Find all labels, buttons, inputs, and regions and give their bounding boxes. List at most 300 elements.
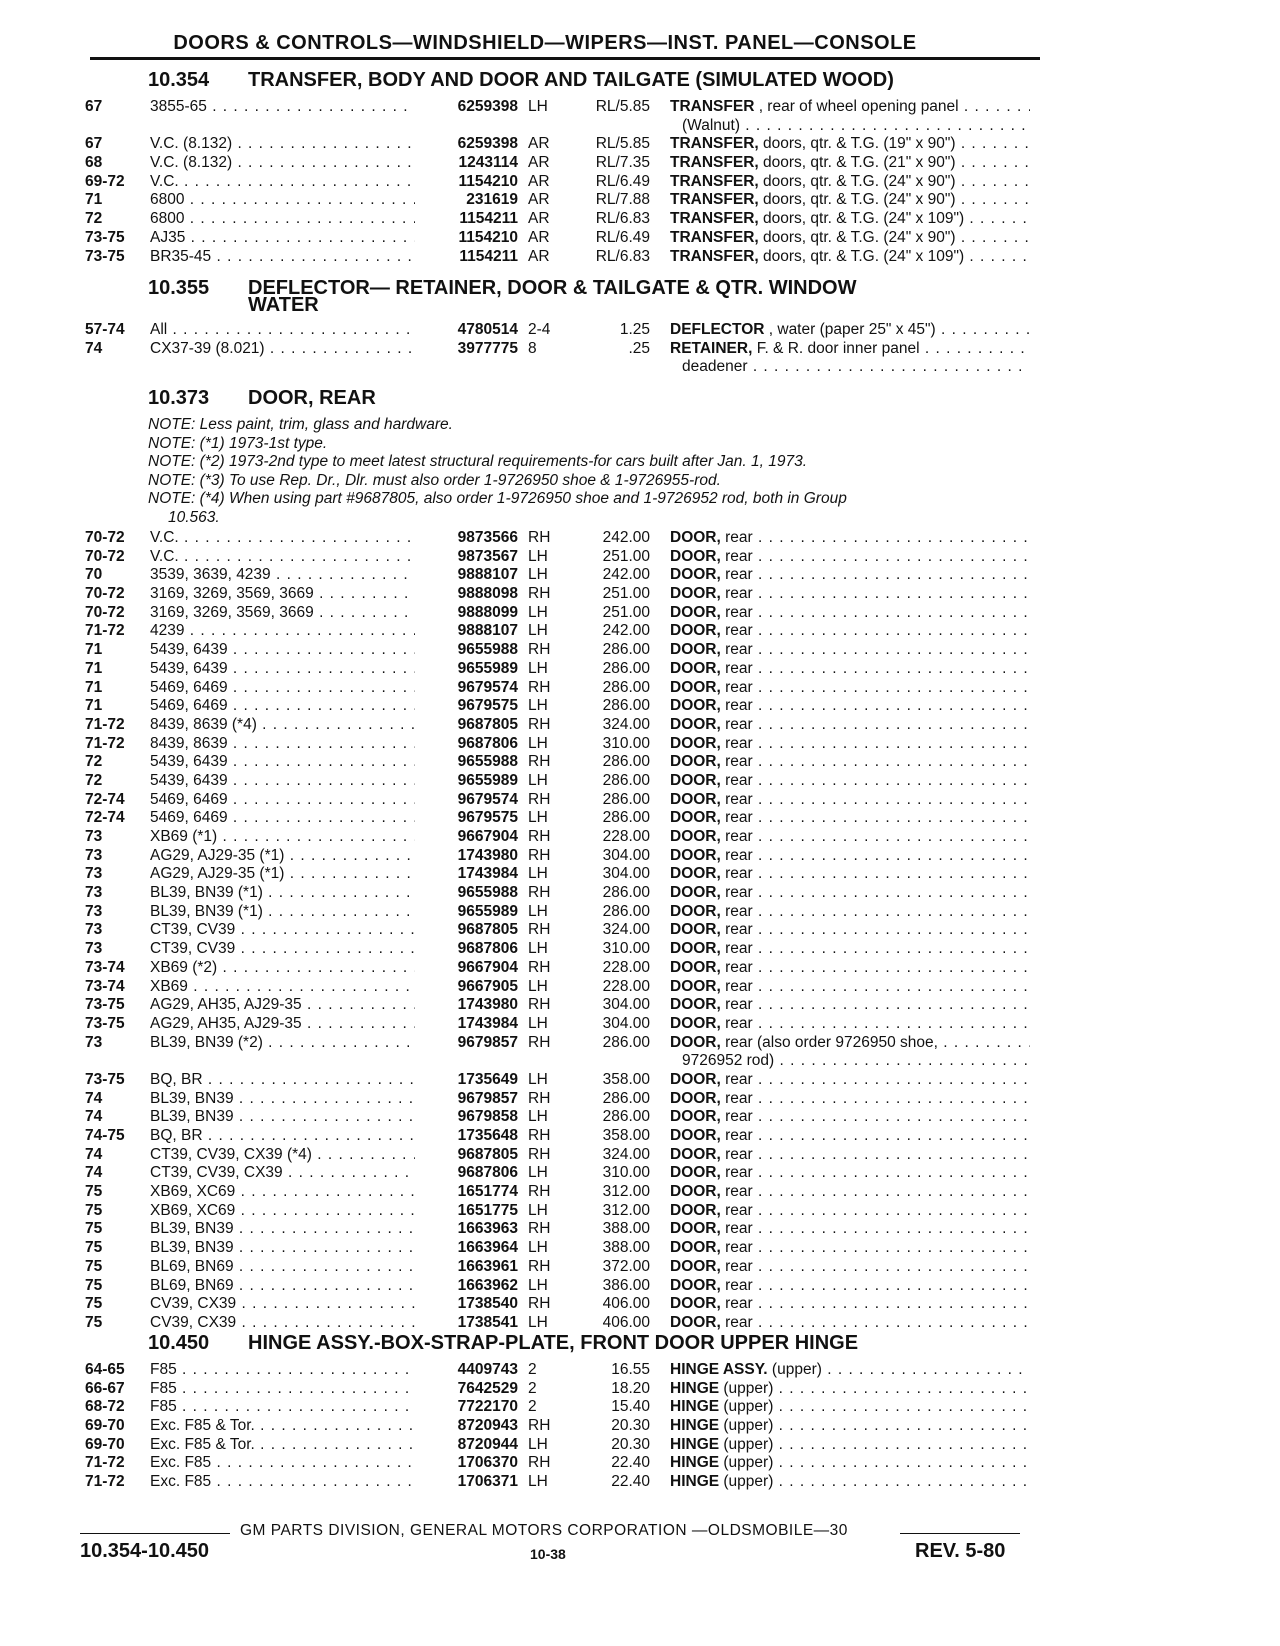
application-cell: 5439, 6439 . . . (150, 772, 415, 791)
application-cell: 5469, 6469 . . . (150, 697, 415, 716)
year-cell: 70 (85, 566, 103, 584)
application-cell: CT39, CV39, CX39 (*4) . . . (150, 1146, 415, 1165)
section-title: DEFLECTOR— RETAINER, DOOR & TAILGATE & QTR. WINDOW (248, 277, 857, 299)
description-cell (670, 1361, 1030, 1380)
description-detail: rear (720, 865, 753, 883)
side-quantity-cell: AR (528, 191, 550, 209)
year-cell: 74 (85, 1089, 103, 1107)
note: NOTE: (*4) When using part #9687805, also order 1-9726950 shoe and 1-9726952 rod, both in Group (148, 490, 847, 507)
part-number-cell: 1154210 (458, 172, 518, 190)
table-row (0, 191, 1280, 210)
side-quantity-cell: LH (528, 1435, 548, 1453)
application-cell: CT39, CV39 . . . (150, 940, 415, 959)
price-cell: 358.00 (602, 1127, 650, 1145)
price-cell: 16.55 (611, 1361, 650, 1378)
description-cell (670, 679, 1030, 698)
side-quantity-cell: LH (528, 566, 548, 584)
description-detail: rear (720, 1295, 753, 1313)
description-cell (670, 641, 1030, 660)
part-number-cell: 9888099 (457, 603, 518, 621)
year-cell: 68-72 (85, 1398, 125, 1416)
table-row (0, 1164, 1280, 1183)
description-keyword: DOOR, (670, 846, 721, 864)
side-quantity-cell: LH (528, 865, 548, 883)
section-number: 10.373 (148, 387, 210, 409)
footer-page-number: 10-38 (530, 1546, 566, 1562)
part-number-cell: 9687806 (457, 1164, 518, 1182)
description-detail: rear (720, 1257, 753, 1275)
table-row (0, 585, 1280, 604)
section-heading (148, 277, 857, 316)
price-cell: 22.40 (611, 1473, 650, 1491)
description-detail: doors, qtr. & T.G. (24" x 109") (758, 210, 965, 228)
parts-table (0, 321, 1280, 377)
description-detail: rear (720, 547, 753, 565)
description-detail: rear (720, 659, 753, 677)
description-keyword: DOOR, (670, 697, 721, 715)
application-cell: V.C. . . . (150, 548, 415, 567)
table-row (0, 1277, 1280, 1296)
description-cell (670, 1220, 1030, 1239)
side-quantity-cell: LH (528, 622, 548, 640)
description-detail: rear (720, 697, 753, 715)
year-cell: 73 (85, 846, 103, 864)
description-keyword: DOOR, (670, 884, 721, 902)
part-number-cell: 1663964 (457, 1239, 518, 1257)
description-keyword: TRANSFER, (670, 247, 759, 265)
application-cell: V.C. (8.132) . . . (150, 135, 415, 154)
year-cell: 67 (85, 135, 103, 153)
price-cell: 228.00 (602, 958, 650, 976)
part-number-cell: 3977775 (457, 339, 518, 357)
year-cell: 74 (85, 1164, 103, 1182)
description-keyword: DOOR, (670, 1295, 721, 1313)
table-row (0, 1380, 1280, 1399)
side-quantity-cell: LH (528, 940, 548, 958)
side-quantity-cell: RH (528, 529, 551, 546)
section-title: HINGE ASSY.-BOX-STRAP-PLATE, FRONT DOOR UPPER HINGE (248, 1332, 859, 1354)
description-detail: rear (720, 958, 753, 976)
part-number-cell: 6259398 (457, 98, 518, 115)
application-cell: CV39, CX39 . . . (150, 1314, 415, 1333)
table-row (0, 753, 1280, 772)
price-cell: 286.00 (602, 884, 650, 902)
description-detail: doors, qtr. & T.G. (24" x 90") (758, 172, 956, 190)
side-quantity-cell: 2 (528, 1379, 537, 1397)
application-cell: F85 . . . (150, 1380, 415, 1399)
description-keyword: DOOR, (670, 977, 721, 995)
year-cell: 71 (85, 678, 103, 696)
section-title: DOOR, REAR (248, 387, 376, 409)
side-quantity-cell: LH (528, 1276, 548, 1294)
side-quantity-cell: LH (528, 977, 548, 995)
side-quantity-cell: LH (528, 1164, 548, 1182)
description-keyword: DOOR, (670, 865, 721, 883)
side-quantity-cell: LH (528, 809, 548, 827)
side-quantity-cell: RH (528, 996, 551, 1014)
description-keyword: DOOR, (670, 547, 721, 565)
description-detail: rear (720, 641, 753, 659)
footer-rule-left (80, 1533, 230, 1534)
price-cell: RL/6.83 (595, 210, 650, 228)
side-quantity-cell: RH (528, 715, 551, 733)
year-cell: 69-70 (85, 1435, 125, 1453)
description-detail: rear (720, 1220, 753, 1238)
year-cell: 70-72 (85, 529, 125, 546)
description-cell (670, 940, 1030, 959)
year-cell: 75 (85, 1239, 103, 1257)
side-quantity-cell: AR (528, 247, 550, 265)
year-cell: 67 (85, 98, 103, 115)
year-cell: 64-65 (85, 1361, 125, 1378)
table-row (0, 622, 1280, 641)
table-row (0, 566, 1280, 585)
application-cell: AG29, AJ29-35 (*1) . . . (150, 847, 415, 866)
table-row (0, 1015, 1280, 1034)
description-cell (670, 735, 1030, 754)
description-detail: rear (720, 603, 753, 621)
table-row (0, 1417, 1280, 1436)
description-detail: rear (720, 529, 753, 546)
year-cell: 74-75 (85, 1127, 125, 1145)
price-cell: 286.00 (602, 753, 650, 771)
description-cell (670, 154, 1030, 173)
description-detail: rear (720, 1239, 753, 1257)
footer-rule-right (900, 1533, 1020, 1534)
description-keyword: DOOR, (670, 1127, 721, 1145)
side-quantity-cell: LH (528, 734, 548, 752)
part-number-cell: 9667904 (457, 828, 518, 845)
description-keyword: DOOR, (670, 771, 721, 789)
part-number-cell: 1154210 (458, 228, 518, 246)
description-cell (670, 1090, 1030, 1109)
description-cell (670, 1473, 1030, 1492)
part-number-cell: 1743984 (457, 1014, 518, 1032)
application-cell: 3855-65 . . . (150, 98, 415, 117)
footer-text: GM PARTS DIVISION, GENERAL MOTORS CORPORATION —OLDSMOBILE—30 (240, 1522, 848, 1539)
parts-table (0, 529, 1280, 1333)
price-cell: 310.00 (602, 734, 650, 752)
part-number-cell: 9655989 (457, 902, 518, 920)
description-cell (670, 772, 1030, 791)
side-quantity-cell: LH (528, 1239, 548, 1257)
description-detail: rear (720, 1089, 753, 1107)
description-cell (670, 791, 1030, 810)
application-cell: BL39, BN39 . . . (150, 1220, 415, 1239)
description-cell (670, 321, 1030, 340)
year-cell: 72 (85, 771, 103, 789)
description-keyword: DOOR, (670, 809, 721, 827)
description-cell (670, 191, 1030, 210)
description-detail: rear (720, 753, 753, 771)
year-cell: 72-74 (85, 809, 125, 827)
year-cell: 66-67 (85, 1379, 125, 1397)
part-number-cell: 9873567 (457, 547, 518, 565)
description-cell (670, 1314, 1030, 1333)
application-cell: 5469, 6469 . . . (150, 791, 415, 810)
price-cell: 286.00 (602, 697, 650, 715)
application-cell: F85 . . . (150, 1361, 415, 1380)
side-quantity-cell: RH (528, 678, 551, 696)
note: NOTE: (*2) 1973-2nd type to meet latest structural requirements-for cars built after Jan. 1, 1973. (148, 453, 808, 470)
description-detail: rear (720, 1070, 753, 1088)
year-cell: 73-75 (85, 1014, 125, 1032)
application-cell: 6800 . . . (150, 210, 415, 229)
table-row (0, 1454, 1280, 1473)
side-quantity-cell: RH (528, 1145, 551, 1163)
price-cell: .25 (628, 339, 650, 357)
application-cell: BL39, BN39 . . . (150, 1090, 415, 1109)
description-cell (670, 921, 1030, 940)
section-title-continued: WATER (248, 294, 319, 316)
table-row (0, 809, 1280, 828)
part-number-cell: 1706371 (457, 1473, 518, 1491)
application-cell: 5439, 6439 . . . (150, 660, 415, 679)
price-cell: 372.00 (602, 1257, 650, 1275)
description-keyword: HINGE (670, 1417, 720, 1435)
part-number-cell: 1743984 (457, 865, 518, 883)
note: NOTE: (*1) 1973-1st type. (148, 434, 328, 452)
description-keyword: DOOR, (670, 566, 721, 584)
part-number-cell: 1743980 (457, 846, 518, 864)
price-cell: RL/5.85 (595, 135, 650, 153)
year-cell: 73-75 (85, 247, 125, 265)
price-cell: 22.40 (611, 1454, 650, 1472)
application-cell: 8439, 8639 . . . (150, 735, 415, 754)
year-cell: 75 (85, 1313, 103, 1331)
description-detail: rear (720, 1164, 753, 1182)
description-cell (670, 210, 1030, 229)
side-quantity-cell: 2 (528, 1361, 537, 1378)
part-number-cell: 1735649 (457, 1070, 518, 1088)
description-keyword: DOOR, (670, 1164, 721, 1182)
description-cell (670, 1417, 1030, 1436)
application-cell: BL39, BN39 . . . (150, 1108, 415, 1127)
part-number-cell: 9679574 (457, 678, 518, 696)
application-cell: AG29, AJ29-35 (*1) . . . (150, 865, 415, 884)
description-keyword: DOOR, (670, 1145, 721, 1163)
table-row (0, 248, 1280, 267)
year-cell: 71 (85, 659, 103, 677)
description-detail: rear (720, 715, 753, 733)
part-number-cell: 9679574 (457, 790, 518, 808)
part-number-cell: 8720943 (457, 1417, 518, 1435)
table-row (0, 229, 1280, 248)
year-cell: 71-72 (85, 715, 125, 733)
table-row (0, 1034, 1280, 1071)
price-cell: 324.00 (602, 1145, 650, 1163)
price-cell: 312.00 (602, 1201, 650, 1219)
description-keyword: DOOR, (670, 622, 721, 640)
price-cell: 286.00 (602, 1089, 650, 1107)
description-cell (670, 996, 1030, 1015)
description-detail: rear (720, 809, 753, 827)
side-quantity-cell: RH (528, 585, 551, 603)
description-keyword: HINGE (670, 1473, 720, 1491)
part-number-cell: 9687805 (457, 921, 518, 939)
application-cell: Exc. F85 . . . (150, 1473, 415, 1492)
description-keyword: DOOR, (670, 753, 721, 771)
table-row (0, 996, 1280, 1015)
application-cell: 3169, 3269, 3569, 3669 . . . (150, 604, 415, 623)
year-cell: 73 (85, 1033, 103, 1051)
table-row (0, 978, 1280, 997)
part-number-cell: 1735648 (457, 1127, 518, 1145)
year-cell: 70-72 (85, 547, 125, 565)
part-number-cell: 231619 (466, 191, 518, 209)
application-cell: F85 . . . (150, 1398, 415, 1417)
price-cell: 286.00 (602, 809, 650, 827)
application-cell: BL69, BN69 . . . (150, 1258, 415, 1277)
description-keyword: TRANSFER (670, 98, 755, 115)
description-keyword: DOOR, (670, 1257, 721, 1275)
price-cell: RL/7.35 (595, 154, 650, 172)
description-cell (670, 1146, 1030, 1165)
part-number-cell: 7642529 (457, 1379, 518, 1397)
side-quantity-cell: RH (528, 1089, 551, 1107)
description-detail: rear (720, 734, 753, 752)
description-detail: rear (720, 566, 753, 584)
year-cell: 71 (85, 697, 103, 715)
part-number-cell: 1651774 (457, 1183, 518, 1201)
application-cell: XB69, XC69 . . . (150, 1183, 415, 1202)
price-cell: 20.30 (611, 1417, 650, 1435)
application-cell: BL39, BN39 (*1) . . . (150, 903, 415, 922)
part-number-cell: 9679857 (457, 1089, 518, 1107)
description-keyword: DOOR, (670, 1089, 721, 1107)
part-number-cell: 7722170 (457, 1398, 518, 1416)
table-row (0, 548, 1280, 567)
price-cell: RL/5.85 (595, 98, 650, 115)
price-cell: 324.00 (602, 715, 650, 733)
description-keyword: DOOR, (670, 1201, 721, 1219)
description-cell (670, 697, 1030, 716)
application-cell: BQ, BR . . . (150, 1071, 415, 1090)
description-keyword: DOOR, (670, 641, 721, 659)
description-cell (670, 1398, 1030, 1417)
description-detail: rear (720, 771, 753, 789)
year-cell: 73 (85, 865, 103, 883)
page-header (90, 32, 1040, 60)
description-keyword: DOOR, (670, 1220, 721, 1238)
part-number-cell: 4780514 (457, 321, 518, 338)
part-number-cell: 6259398 (457, 135, 518, 153)
description-keyword: TRANSFER, (670, 210, 759, 228)
year-cell: 70-72 (85, 585, 125, 603)
application-cell: 5439, 6439 . . . (150, 753, 415, 772)
part-number-cell: 9655989 (457, 771, 518, 789)
description-cell (670, 1380, 1030, 1399)
year-cell: 75 (85, 1220, 103, 1238)
application-cell: XB69 (*2) . . . (150, 959, 415, 978)
part-number-cell: 9687805 (457, 1145, 518, 1163)
description-cell (670, 622, 1030, 641)
part-number-cell: 9655988 (457, 753, 518, 771)
side-quantity-cell: LH (528, 1070, 548, 1088)
part-number-cell: 1651775 (457, 1201, 518, 1219)
description-detail: rear (720, 996, 753, 1014)
part-number-cell: 9679575 (457, 697, 518, 715)
description-detail: rear (720, 678, 753, 696)
price-cell: 286.00 (602, 659, 650, 677)
part-number-cell: 1663961 (457, 1257, 518, 1275)
price-cell: 388.00 (602, 1220, 650, 1238)
note: NOTE: Less paint, trim, glass and hardware. (148, 416, 453, 433)
side-quantity-cell: LH (528, 1201, 548, 1219)
price-cell: 286.00 (602, 678, 650, 696)
section-number: 10.354 (148, 69, 210, 91)
description-keyword: HINGE (670, 1454, 720, 1472)
description-detail: doors, qtr. & T.G. (21" x 90") (758, 154, 956, 172)
part-number-cell: 8720944 (457, 1435, 518, 1453)
description-keyword: DOOR, (670, 902, 721, 920)
part-number-cell: 1706370 (457, 1454, 518, 1472)
year-cell: 75 (85, 1257, 103, 1275)
table-row (0, 1295, 1280, 1314)
description-cell (670, 884, 1030, 903)
side-quantity-cell: AR (528, 135, 550, 153)
description-detail: rear (720, 902, 753, 920)
year-cell: 73 (85, 921, 103, 939)
year-cell: 57-74 (85, 321, 125, 338)
price-cell: 286.00 (602, 1033, 650, 1051)
application-cell: CT39, CV39, CX39 . . . (150, 1164, 415, 1183)
table-row (0, 679, 1280, 698)
description-detail: rear (720, 1313, 753, 1331)
part-number-cell: 1663963 (457, 1220, 518, 1238)
part-number-cell: 9888107 (457, 622, 518, 640)
price-cell: 242.00 (602, 622, 650, 640)
application-cell: V.C. (8.132) . . . (150, 154, 415, 173)
description-keyword: DEFLECTOR (670, 321, 765, 338)
description-cell (670, 1183, 1030, 1202)
description-detail: rear (720, 884, 753, 902)
year-cell: 71-72 (85, 734, 125, 752)
description-detail: (upper) (719, 1435, 774, 1453)
description-detail: rear (720, 1145, 753, 1163)
side-quantity-cell: RH (528, 790, 551, 808)
year-cell: 69-72 (85, 172, 125, 190)
table-row (0, 154, 1280, 173)
section-heading (148, 388, 376, 408)
side-quantity-cell: RH (528, 641, 551, 659)
table-row (0, 1108, 1280, 1127)
description-detail: rear (720, 585, 753, 603)
year-cell: 75 (85, 1276, 103, 1294)
table-row (0, 641, 1280, 660)
side-quantity-cell: RH (528, 884, 551, 902)
year-cell: 74 (85, 339, 103, 357)
table-row (0, 959, 1280, 978)
application-cell: 8439, 8639 (*4) . . . (150, 716, 415, 735)
description-keyword: DOOR, (670, 659, 721, 677)
table-row (0, 529, 1280, 548)
application-cell: AG29, AH35, AJ29-35 . . . (150, 996, 415, 1015)
description-cell (670, 98, 1030, 117)
table-row (0, 940, 1280, 959)
description-keyword: DOOR, (670, 996, 721, 1014)
description-detail: rear (720, 1127, 753, 1145)
year-cell: 73 (85, 940, 103, 958)
description-continued: 9726952 rod) . . . (670, 1052, 1030, 1071)
table-row (0, 1127, 1280, 1146)
description-keyword: TRANSFER, (670, 172, 759, 190)
side-quantity-cell: RH (528, 1183, 551, 1201)
description-cell (670, 1277, 1030, 1296)
price-cell: 20.30 (611, 1435, 650, 1453)
description-keyword: DOOR, (670, 529, 721, 546)
description-keyword: HINGE (670, 1435, 720, 1453)
